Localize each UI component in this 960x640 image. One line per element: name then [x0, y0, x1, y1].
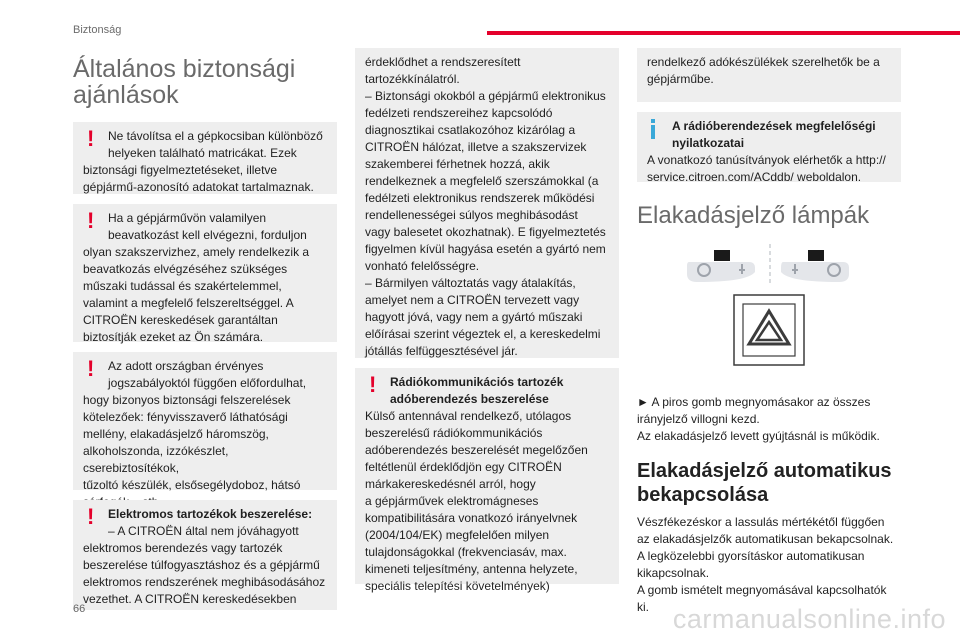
hazard-instructions: ► A piros gomb megnyomásakor az összes irányjelző villogni kezd. Az elakadásjelző levett gyújtásnál is működik. [637, 395, 880, 443]
box-lead-text: Ne távolítsa el a gépkocsiban különböző helyeken található matricákat. Ezek [108, 129, 323, 160]
box-lead-text: – A CITROËN által nem jóváhagyott [108, 524, 299, 538]
box-bold-title: Elektromos tartozékok beszerelése: [108, 507, 313, 521]
dashboard-illustration [637, 240, 901, 390]
automatic-activation-text: Vészfékezéskor a lassulás mértékétől függően az elakadásjelzők automatikusan bekapcsolnak. A legközelebbi gyorsításkor automatikusan kikapcsolnak. A gomb ismételt megnyomásával kapcsolhatók ki. [637, 515, 894, 614]
warning-box-radio [355, 368, 619, 593]
section-label: Biztonság [73, 24, 122, 36]
warning-box-equipment [73, 352, 337, 490]
warning-box-continued: érdeklődhet a rendszeresített tartozékkínálatról. – Biztonsági okokból a gépjármű elektronikus fedélzeti rendszereihez kapcsolódó diagnosztikai csatlakozóhoz kizárólag a CITROËN hálózat, illetve a szakszervizek szakemberei férhetnek hozzá, akik rendelkeznek a megfelelő szerszámokkal (a fedélzeti elektronikus rendszerek működési rendellenességei súlyos meghibásodást vagy balesetet okozhatnak). E figyelmeztetés figyelmen kívül hagyása esetén a gyártó nem vonható felelősségre. – Bármilyen változtatás vagy átalakítás, amelyet nem a CITROËN tervezett vagy hagyott jóvá, vagy nem a gyártó műszaki előírásai szerint végeztek el, a kereskedelmi jótállás felfüggesztésével jár. [355, 48, 619, 358]
left-hand-drive-icon [687, 250, 755, 282]
box-bold-title: A rádióberendezések megfelelőségi nyilatkozatai [672, 119, 876, 150]
column-1 [73, 48, 337, 610]
right-hand-drive-icon [781, 250, 849, 282]
column-2 [355, 48, 619, 593]
info-box-conformity [637, 112, 901, 182]
warning-box-service [73, 204, 337, 342]
heading-general-safety: Általános biztonsági ajánlások [73, 55, 296, 109]
box-text: olyan szakszervizhez, amely rendelkezik a beavatkozás elvégzéséhez szükséges műszaki tudással és szakértelemmel, valamint a megfelelő felszereltséggel. A CITROËN kereskedések garantáltan biztosítják ezeket az Ön számára. [83, 245, 310, 344]
column-3 [637, 48, 901, 616]
warning-icon: ! [369, 372, 377, 397]
info-icon [651, 119, 655, 139]
warning-box-continued: rendelkező adókészülékek szerelhetők be a gépjárműbe. [637, 48, 901, 102]
warning-box-stickers [73, 122, 337, 194]
box-text: elektromos berendezés vagy tartozék beszerelése túlfogyasztáshoz és a gépjármű elektromos rendszerének meghibásodásához vezethet. A CITROËN kereskedésekben [83, 541, 326, 606]
warning-box-electrical [73, 500, 337, 610]
box-bold-title: Rádiókommunikációs tartozék adóberendezés beszerelése [390, 375, 564, 406]
box-text: hogy bizonyos biztonsági felszerelések kötelezőek: fényvisszaverő láthatósági mellény, elakadásjelző háromszög, alkoholszonda, izzókészlet, cserebiztosítékok, tűzoltó készülék, elsősegélydoboz, hátsó [83, 393, 301, 492]
box-text: biztonsági figyelmeztetéseket, illetve gépjármű-azonosító adatokat tartalmaznak. [83, 163, 314, 194]
header-accent-bar [487, 31, 960, 35]
box-lead-text: Az adott országban érvényes jogszabályoktól függően előfordulhat, [108, 359, 307, 390]
warning-icon: ! [87, 356, 95, 381]
warning-icon: ! [87, 504, 95, 529]
box-text: A vonatkozó tanúsítványok elérhetők a http:// service.citroen.com/ACddb/ weboldalon. [647, 153, 886, 184]
box-text: Külső antennával rendelkező, utólagos beszerelésű rádiókommunikációs adóberendezés beszerelését megelőzően feltétlenül érdeklődjön egy CITROËN márkakereskedésnél arról, hogy a gépjárművek elektromágneses kompatibilitására vonatkozó irányelvnek (2004/104/EK) megfelelően milyen tulajdonságokkal (frekvenciasáv, max. kimeneti teljesítmény, antenna helyzete, speciális telepítési követelmények) [365, 409, 588, 593]
hazard-warning-icon [734, 295, 804, 365]
heading-automatic-activation: Elakadásjelző automatikus bekapcsolása [637, 460, 892, 506]
warning-icon: ! [87, 126, 95, 151]
heading-hazard-lamps: Elakadásjelző lámpák [637, 202, 870, 229]
watermark: carmanualsonline.info [672, 604, 946, 634]
page-number: 66 [73, 603, 86, 615]
warning-icon: ! [87, 208, 95, 233]
box-lead-text: Ha a gépjárművön valamilyen beavatkozást kell elvégezni, forduljon [108, 211, 307, 242]
